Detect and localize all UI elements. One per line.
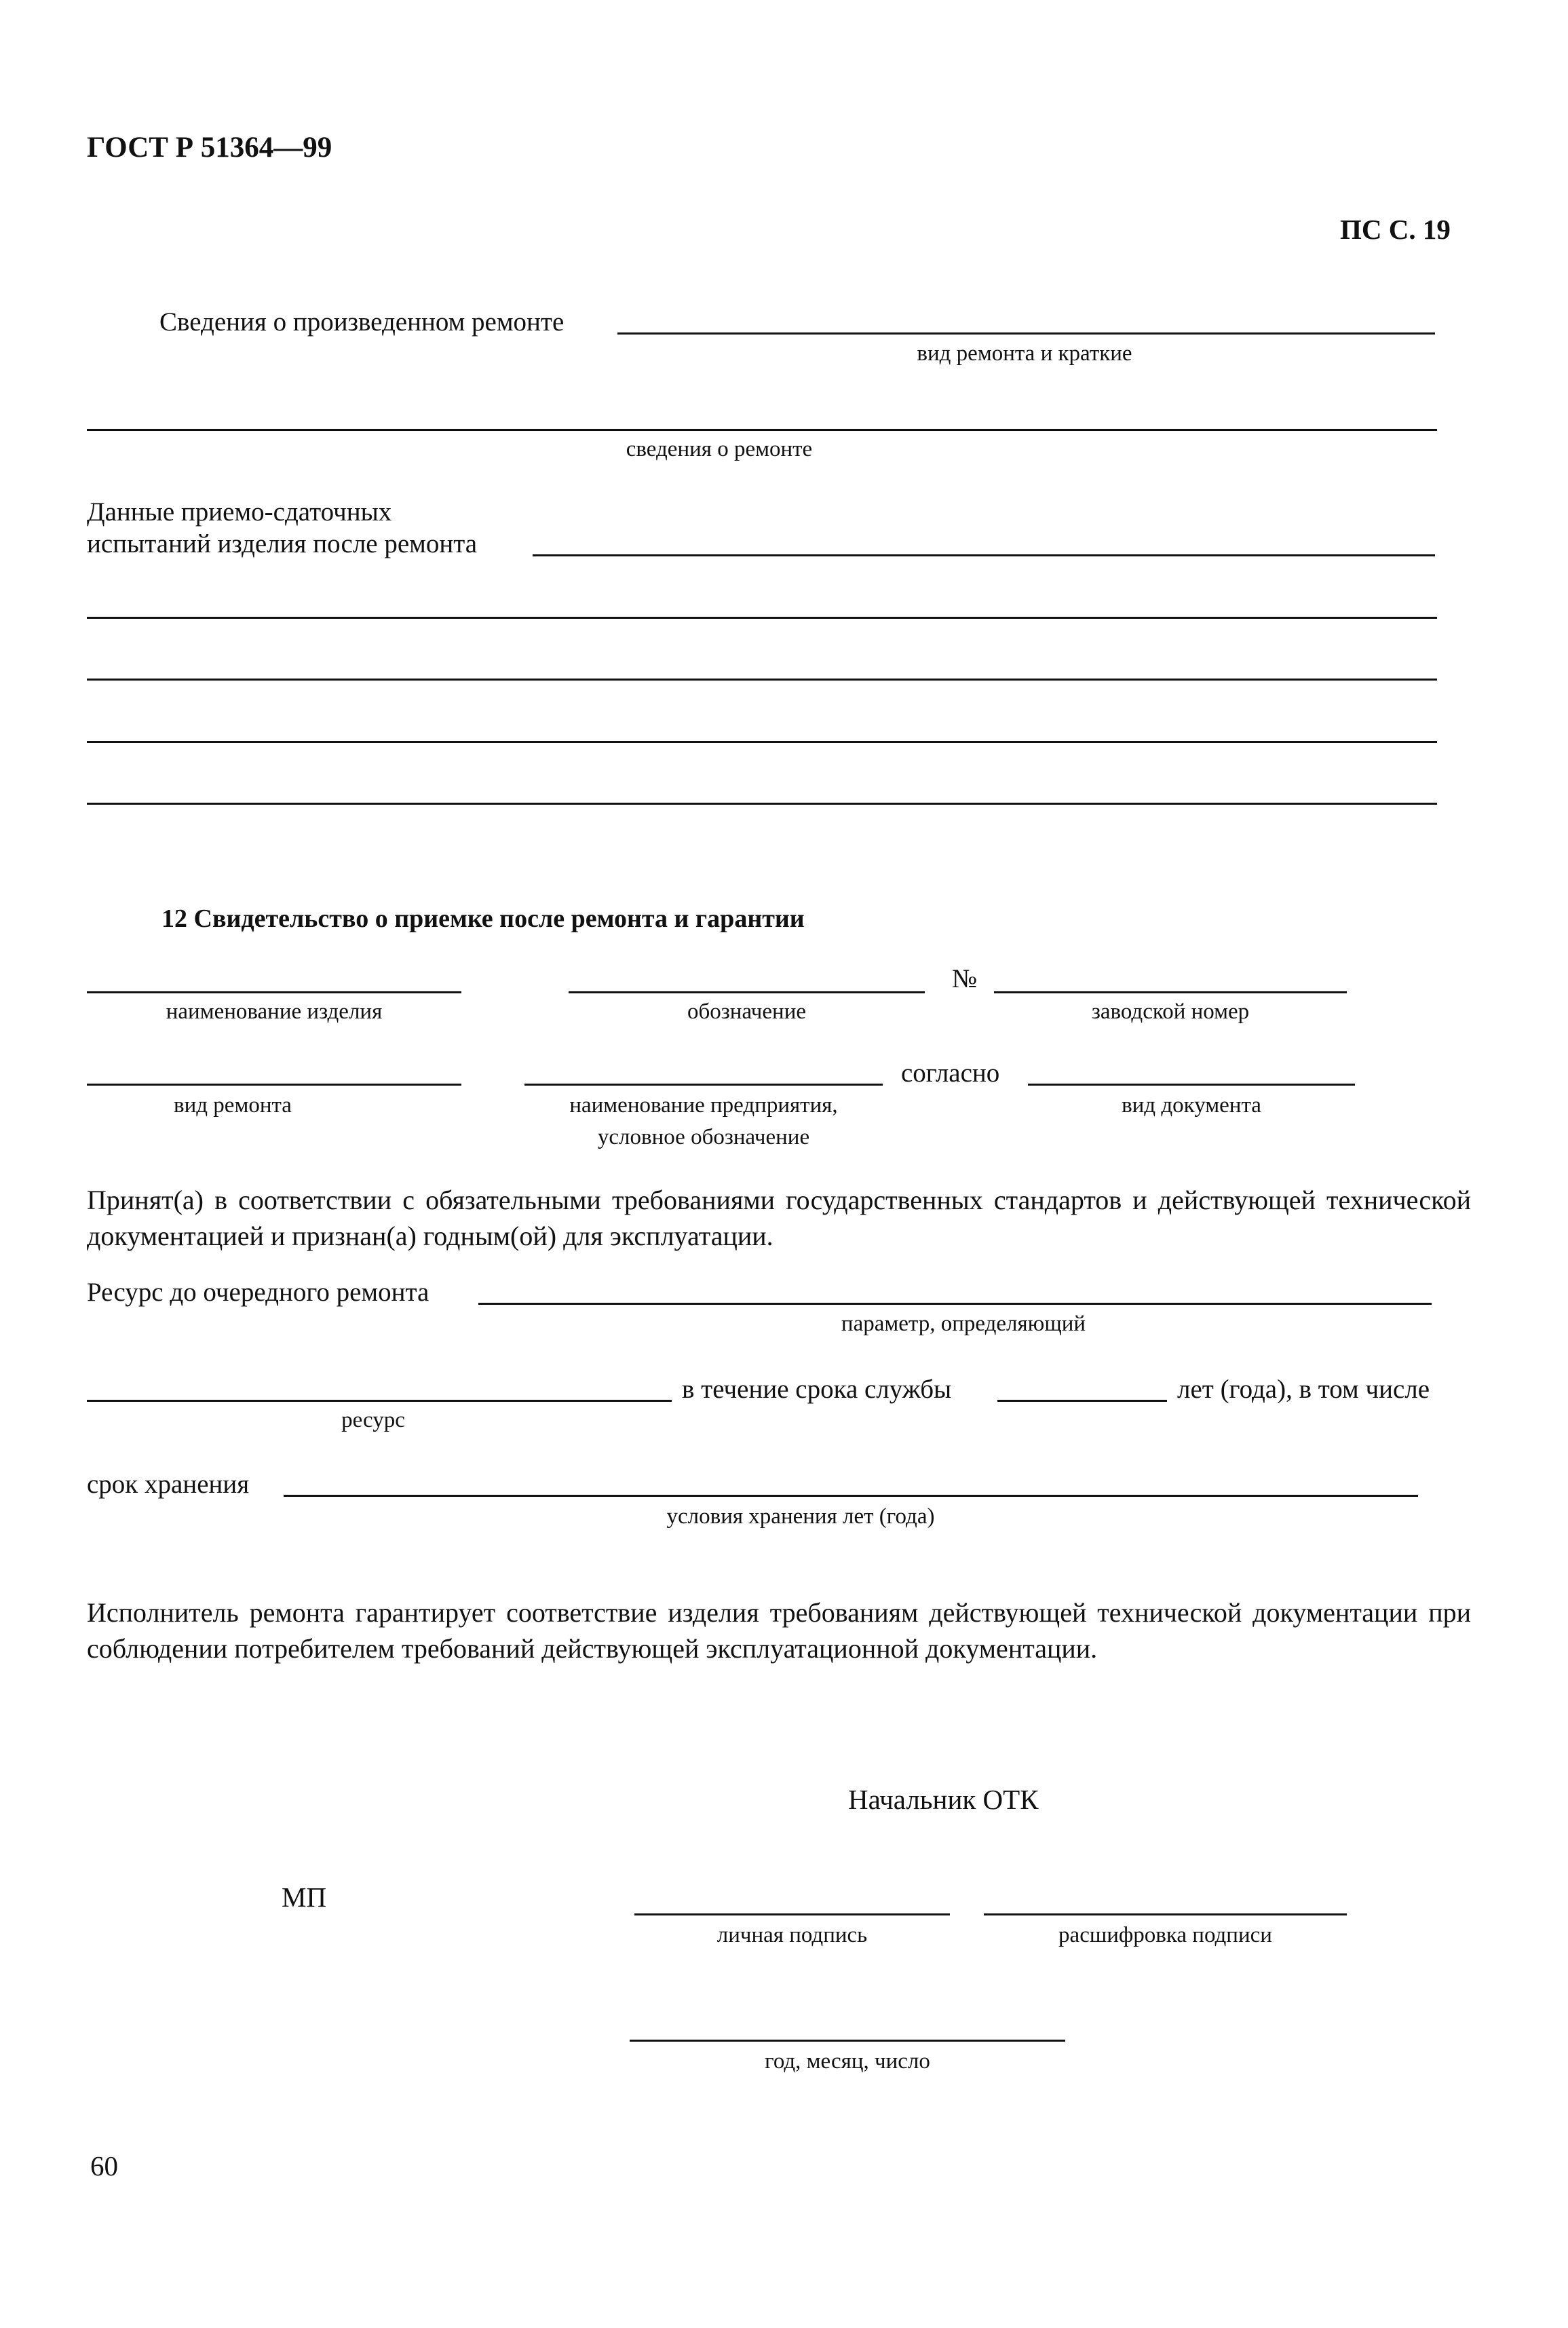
tests-line-5 xyxy=(87,803,1437,805)
resource-label: Ресурс до очередного ремонта xyxy=(87,1278,429,1307)
standard-title: ГОСТ Р 51364—99 xyxy=(87,132,332,164)
document-type-caption: вид документа xyxy=(1122,1093,1261,1118)
resource-value-line xyxy=(87,1400,672,1402)
storage-label: срок хранения xyxy=(87,1470,250,1499)
repair-info-caption-2: сведения о ремонте xyxy=(626,437,813,461)
tests-label-2: испытаний изделия после ремонта xyxy=(87,529,478,558)
page-number: 60 xyxy=(90,2150,118,2181)
according-label: согласно xyxy=(901,1058,1000,1088)
tests-line-1 xyxy=(533,554,1435,556)
parameter-caption: параметр, определяющий xyxy=(841,1312,1086,1336)
repair-type-line xyxy=(87,1084,461,1086)
otk-head-title: Начальник ОТК xyxy=(848,1784,1039,1815)
tests-line-4 xyxy=(87,741,1437,743)
repair-info-line xyxy=(617,332,1435,335)
section-12-title: 12 Свидетельство о приемке после ремонта и гарантии xyxy=(161,904,805,933)
guarantee-text: Исполнитель ремонта гарантирует соответствие изделия требованиям действующей технической документации при соблюдении потребителем требований действующей эксплуатационной документации. xyxy=(87,1597,1471,1664)
storage-caption: условия хранения лет (года) xyxy=(666,1504,935,1529)
resource-caption: ресурс xyxy=(341,1408,405,1432)
accepted-text: Принят(а) в соответствии с обязательными требованиями государственных стандартов и действующей технической документацией и признан(а) годным(ой) для эксплуатации. xyxy=(87,1185,1471,1251)
tests-line-2 xyxy=(87,617,1437,619)
product-name-line xyxy=(87,991,461,993)
tests-line-3 xyxy=(87,679,1437,681)
signature-decoding-caption: расшифровка подписи xyxy=(1058,1923,1272,1947)
enterprise-line xyxy=(524,1084,883,1086)
repair-info-label: Сведения о произведенном ремонте xyxy=(159,307,565,337)
page-reference: ПС С. 19 xyxy=(1340,214,1451,245)
document-type-line xyxy=(1028,1084,1355,1086)
repair-info-caption-1: вид ремонта и краткие xyxy=(917,341,1132,366)
resource-line xyxy=(478,1303,1432,1305)
date-line xyxy=(630,2040,1065,2042)
signature-decoding-line xyxy=(984,1913,1347,1915)
repair-info-line-2 xyxy=(87,429,1437,431)
signature-caption: личная подпись xyxy=(716,1923,868,1947)
tests-label-1: Данные приемо-сдаточных xyxy=(87,497,392,527)
repair-type-caption: вид ремонта xyxy=(174,1093,292,1118)
enterprise-caption-2: условное обозначение xyxy=(597,1125,810,1149)
stamp-place: МП xyxy=(282,1882,327,1913)
storage-line xyxy=(284,1495,1418,1497)
signature-line xyxy=(634,1913,950,1915)
date-caption: год, месяц, число xyxy=(765,2049,930,2074)
designation-caption: обозначение xyxy=(687,999,807,1024)
serial-number-caption: заводской номер xyxy=(1091,999,1250,1024)
number-sign: № xyxy=(952,964,978,993)
product-name-caption: наименование изделия xyxy=(166,999,383,1024)
designation-line xyxy=(569,991,925,993)
service-life-label: в течение срока службы xyxy=(682,1375,952,1404)
service-life-line xyxy=(997,1400,1167,1402)
enterprise-caption-1: наименование предприятия, xyxy=(569,1093,838,1118)
years-label: лет (года), в том числе xyxy=(1177,1375,1430,1404)
serial-number-line xyxy=(994,991,1347,993)
